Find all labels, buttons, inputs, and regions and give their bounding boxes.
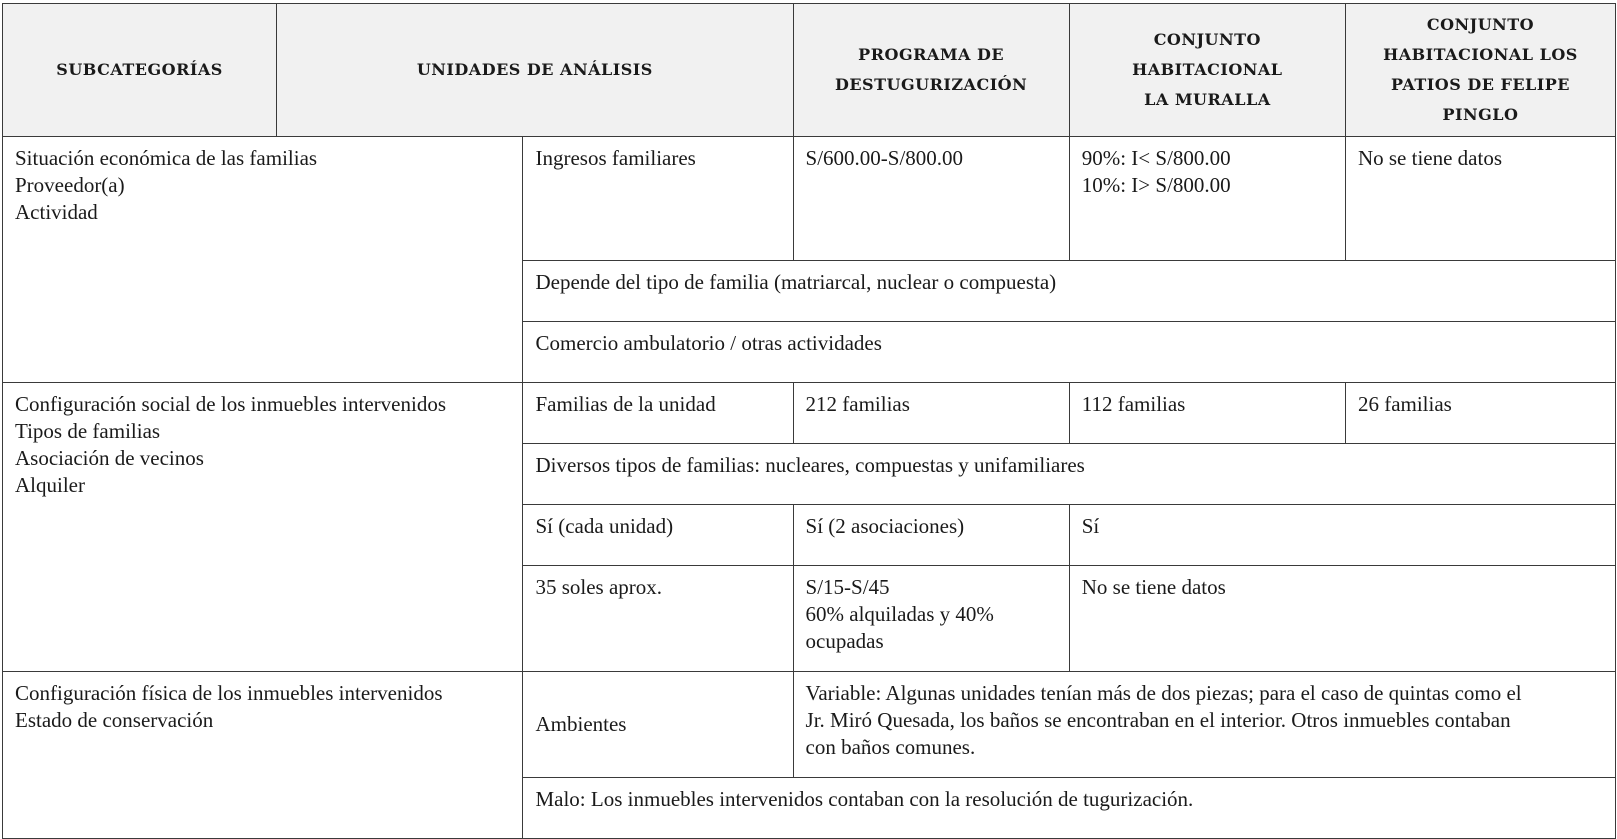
proveedor-valor: Depende del tipo de familia (matriarcal, nuclear o compuesta) [523, 261, 1616, 322]
familias-muralla: 112 familias [1069, 383, 1345, 444]
subcat-social: Configuración social de los inmuebles intervenidos Tipos de familias Asociación de vecinos Alquiler [3, 383, 523, 672]
alquiler-programa: S/15-S/45 60% alquiladas y 40% ocupadas [793, 566, 1069, 672]
header-patios: CONJUNTO HABITACIONAL LOS PATIOS DE FELIPE PINGLO [1345, 4, 1615, 137]
ingresos-programa: S/600.00-S/800.00 [793, 137, 1069, 261]
subcat-fisica: Configuración física de los inmuebles intervenidos Estado de conservación [3, 672, 523, 839]
header-muralla: CONJUNTO HABITACIONAL LA MURALLA [1069, 4, 1345, 137]
header-unidades: UNIDADES DE ANÁLISIS [277, 4, 793, 137]
tipos-valor: Diversos tipos de familias: nucleares, compuestas y unifamiliares [523, 444, 1616, 505]
analysis-table [2, 3, 1616, 839]
ingresos-patios: No se tiene datos [1345, 137, 1615, 261]
ambientes-valor: Variable: Algunas unidades tenían más de dos piezas; para el caso de quintas como el Jr. Miró Quesada, los baños se encontraban en el interior. Otros inmuebles contaban con baños comunes. [793, 672, 1615, 778]
table-row [3, 672, 1616, 778]
table-row [3, 383, 1616, 444]
familias-patios: 26 familias [1345, 383, 1615, 444]
asociacion-muralla: Sí [1069, 505, 1615, 566]
ambientes-unidad: Ambientes [523, 672, 793, 778]
ingresos-unidad: Ingresos familiares [523, 137, 793, 261]
header-row [3, 4, 1616, 137]
asociacion-unidad: Sí (cada unidad) [523, 505, 793, 566]
subcat-economica: Situación económica de las familias Proveedor(a) Actividad [3, 137, 523, 383]
actividad-valor: Comercio ambulatorio / otras actividades [523, 322, 1616, 383]
estado-valor: Malo: Los inmuebles intervenidos contaban con la resolución de tugurización. [523, 778, 1616, 839]
table-wrapper [2, 3, 1616, 839]
ingresos-muralla: 90%: I< S/800.00 10%: I> S/800.00 [1069, 137, 1345, 261]
asociacion-programa: Sí (2 asociaciones) [793, 505, 1069, 566]
header-subcategorias: SUBCATEGORÍAS [3, 4, 277, 137]
familias-programa: 212 familias [793, 383, 1069, 444]
alquiler-unidad: 35 soles aprox. [523, 566, 793, 672]
familias-unidad: Familias de la unidad [523, 383, 793, 444]
alquiler-muralla: No se tiene datos [1069, 566, 1615, 672]
header-programa: PROGRAMA DE DESTUGURIZACIÓN [793, 4, 1069, 137]
table-row [3, 137, 1616, 261]
